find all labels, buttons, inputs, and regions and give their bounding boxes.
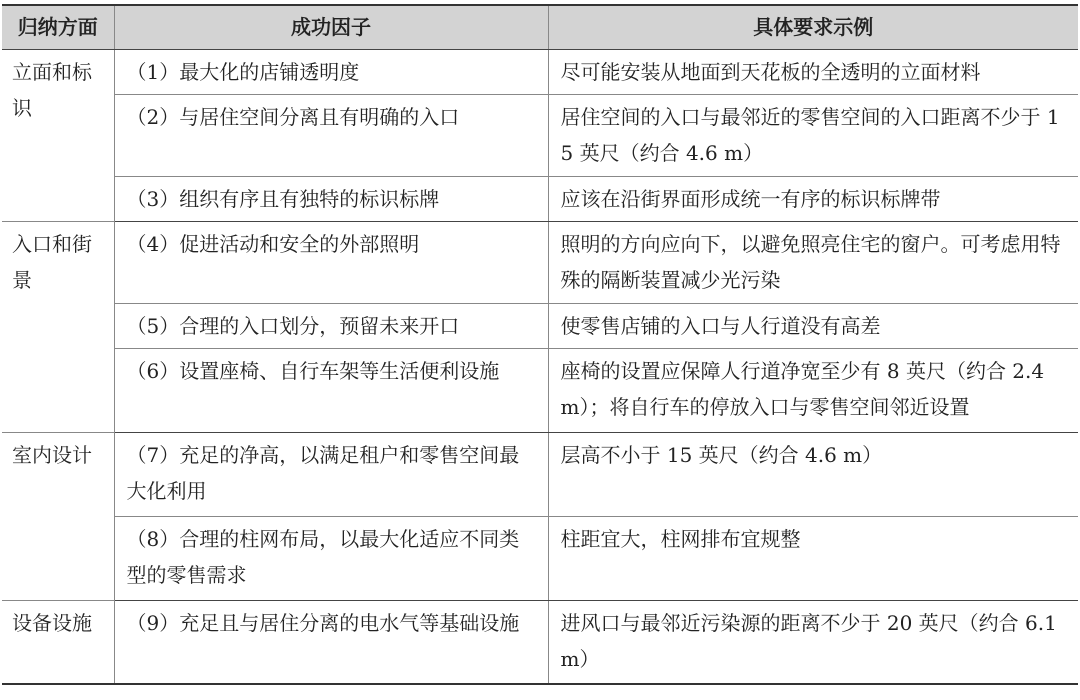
requirement-cell: 层高不小于 15 英尺（约合 4.6 m） xyxy=(548,432,1078,516)
factor-cell: （7）充足的净高，以满足租户和零售空间最大化利用 xyxy=(114,432,548,516)
header-requirement: 具体要求示例 xyxy=(548,5,1078,49)
success-factors-table xyxy=(2,4,1078,685)
table-row xyxy=(2,221,1078,303)
header-category: 归纳方面 xyxy=(2,5,114,49)
table-row xyxy=(2,303,1078,348)
requirement-cell: 柱距宜大，柱网排布宜规整 xyxy=(548,516,1078,600)
factor-cell: （8）合理的柱网布局，以最大化适应不同类型的零售需求 xyxy=(114,516,548,600)
category-cell: 室内设计 xyxy=(2,432,114,600)
requirement-cell: 应该在沿街界面形成统一有序的标识标牌带 xyxy=(548,176,1078,221)
header-factor: 成功因子 xyxy=(114,5,548,49)
factor-cell: （4）促进活动和安全的外部照明 xyxy=(114,221,548,303)
header-row xyxy=(2,5,1078,49)
requirement-cell: 使零售店铺的入口与人行道没有高差 xyxy=(548,303,1078,348)
table-row xyxy=(2,600,1078,684)
requirement-cell: 尽可能安装从地面到天花板的全透明的立面材料 xyxy=(548,49,1078,94)
table-row xyxy=(2,348,1078,432)
category-cell: 入口和街景 xyxy=(2,221,114,432)
table-row xyxy=(2,176,1078,221)
factor-cell: （5）合理的入口划分，预留未来开口 xyxy=(114,303,548,348)
requirement-cell: 进风口与最邻近污染源的距离不少于 20 英尺（约合 6.1 m） xyxy=(548,600,1078,684)
table-row xyxy=(2,516,1078,600)
table-body xyxy=(2,49,1078,684)
table-row xyxy=(2,94,1078,176)
category-cell: 设备设施 xyxy=(2,600,114,684)
requirement-cell: 照明的方向应向下，以避免照亮住宅的窗户。可考虑用特殊的隔断装置减少光污染 xyxy=(548,221,1078,303)
requirement-cell: 居住空间的入口与最邻近的零售空间的入口距离不少于 15 英尺（约合 4.6 m） xyxy=(548,94,1078,176)
factor-cell: （3）组织有序且有独特的标识标牌 xyxy=(114,176,548,221)
factor-cell: （2）与居住空间分离且有明确的入口 xyxy=(114,94,548,176)
table-row xyxy=(2,49,1078,94)
category-cell: 立面和标识 xyxy=(2,49,114,221)
factor-cell: （6）设置座椅、自行车架等生活便利设施 xyxy=(114,348,548,432)
table-header xyxy=(2,5,1078,49)
requirement-cell: 座椅的设置应保障人行道净宽至少有 8 英尺（约合 2.4 m）；将自行车的停放入口与零售空间邻近设置 xyxy=(548,348,1078,432)
factor-cell: （9）充足且与居住分离的电水气等基础设施 xyxy=(114,600,548,684)
table-row xyxy=(2,432,1078,516)
factor-cell: （1）最大化的店铺透明度 xyxy=(114,49,548,94)
